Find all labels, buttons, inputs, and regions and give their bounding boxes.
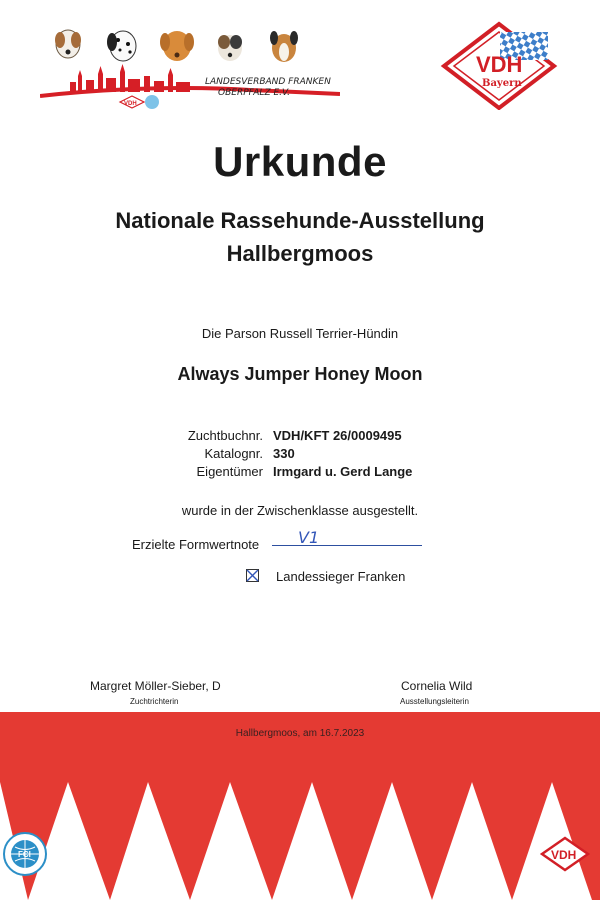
award-label: Landessieger Franken (276, 569, 406, 584)
judge-name: Margret Möller-Sieber, D (90, 679, 221, 693)
club-logo (40, 22, 340, 122)
breed-intro: Die Parson Russell Terrier-Hündin (201, 326, 399, 341)
formwert-label: Erzielte Formwertnote (132, 537, 260, 552)
detail-value: 330 (273, 446, 295, 461)
detail-value: VDH/KFT 26/0009495 (273, 428, 402, 443)
svg-text:FCI: FCI (18, 850, 31, 859)
club-name-line2: OBERPFALZ E.V. (218, 88, 291, 98)
detail-label: Eigentümer (196, 464, 263, 479)
page-title: Urkunde (213, 138, 387, 185)
svg-text:VDH: VDH (124, 101, 137, 107)
vdh-footer-logo (540, 836, 590, 872)
vdh-bayern-logo (440, 20, 558, 110)
formwert-value: V1 (298, 528, 320, 547)
event-location: Hallbergmoos (226, 241, 374, 266)
club-name-line1: LANDESVERBAND FRANKEN (205, 77, 331, 87)
bayern-text: Bayern (482, 78, 522, 89)
vdh-text: VDH (476, 52, 523, 77)
organizer-role: Ausstellungsleiterin (400, 697, 469, 706)
franconian-rake-band (0, 712, 600, 900)
award-checkbox[interactable] (246, 569, 259, 582)
event-title: Nationale Rassehunde-Ausstellung (115, 208, 485, 233)
place-date: Hallbergmoos, am 16.7.2023 (235, 728, 365, 739)
organizer-name: Cornelia Wild (401, 679, 473, 693)
dog-name: Always Jumper Honey Moon (177, 364, 423, 384)
judge-role: Zuchtrichterin (130, 697, 179, 706)
fci-logo (3, 832, 47, 876)
formwert-underline (272, 545, 422, 546)
svg-text:VDH: VDH (551, 848, 577, 862)
dog-heads-illustration (55, 30, 298, 62)
detail-label: Zuchtbuchnr. (187, 428, 263, 443)
detail-label: Katalognr. (204, 446, 263, 461)
detail-value: Irmgard u. Gerd Lange (273, 464, 413, 479)
globe-mini-badge (145, 95, 159, 109)
vdh-mini-badge (120, 96, 144, 108)
class-statement: wurde in der Zwischenklasse ausgestellt. (181, 503, 419, 518)
